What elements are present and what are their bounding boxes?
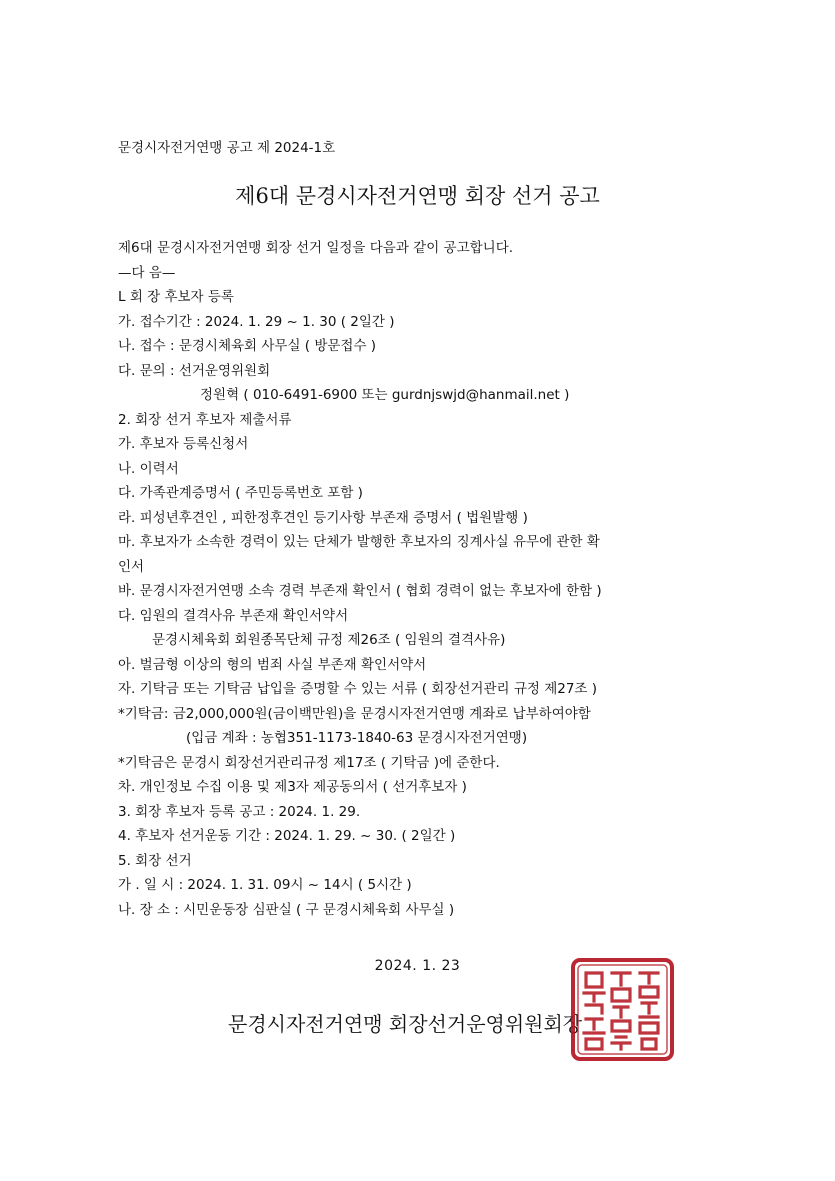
body-line: 4. 후보자 선거운동 기간 : 2024. 1. 29. ~ 30. ( 2일간 )	[118, 828, 456, 844]
body-line: 나. 장 소 : 시민운동장 심판실 ( 구 문경시체육회 사무실 )	[118, 901, 455, 918]
body-line: 나. 접수 : 문경시체육회 사무실 ( 방문접수 )	[118, 338, 377, 354]
body-line: (입금 계좌 : 농협351-1173-1840-63 문경시자전거연맹)	[186, 730, 528, 746]
body-line: L 회 장 후보자 등록	[118, 289, 234, 305]
body-line: 인서	[118, 558, 145, 575]
body-line: 가. 후보자 등록신청서	[118, 436, 249, 452]
body-line: 제6대 문경시자전거연맹 회장 선거 일정을 다음과 같이 공고합니다.	[118, 240, 514, 256]
body-line: 5. 회장 선거	[118, 852, 192, 869]
body-line: —다 음—	[118, 264, 176, 281]
body-line: *기탁금은 문경시 회장선거관리규정 제17조 ( 기탁금 )에 준한다.	[118, 754, 500, 771]
notice-date: 2024. 1. 23	[374, 958, 461, 974]
body-line: *기탁금: 금2,000,000원(금이백만원)을 문경시자전거연맹 계좌로 납부하여야함	[118, 705, 591, 722]
body-line: 가. 접수기간 : 2024. 1. 29 ~ 1. 30 ( 2일간 )	[118, 313, 395, 330]
body-line: 정원혁 ( 010-6491-6900 또는 gurdnjswjd@hanmail.net )	[200, 387, 570, 403]
body-line: 2. 회장 선거 후보자 제출서류	[118, 411, 292, 428]
body-line: 자. 기탁금 또는 기탁금 납입을 증명할 수 있는 서류 ( 회장선거관리 규정 제27조 )	[118, 681, 598, 697]
body-line: 라. 피성년후견인 , 피한정후견인 등기사항 부존재 증명서 ( 법원발행 )	[118, 509, 528, 526]
document-title: 제6대 문경시자전거연맹 회장 선거 공고	[235, 184, 600, 208]
notice-body	[118, 236, 723, 922]
body-line: 바. 문경시자전거연맹 소속 경력 부존재 확인서 ( 협회 경력이 없는 후보자에 한함 )	[118, 583, 602, 599]
body-line: 다. 가족관계증명서 ( 주민등록번호 포함 )	[118, 485, 363, 501]
body-line: 3. 회장 후보자 등록 공고 : 2024. 1. 29.	[118, 803, 361, 820]
body-line: 나. 이력서	[118, 460, 179, 477]
body-line: 마. 후보자가 소속한 경력이 있는 단체가 발행한 후보자의 징계사실 유무에 관한 확	[118, 534, 600, 550]
official-seal-stamp	[570, 957, 675, 1062]
document-number: 문경시자전거연맹 공고 제 2024-1호	[118, 140, 336, 156]
body-line: 다. 임원의 결격사유 부존재 확인서약서	[118, 607, 349, 624]
body-line: 다. 문의 : 선거운영위원회	[118, 362, 271, 379]
body-line: 아. 벌금형 이상의 형의 범죄 사실 부존재 확인서약서	[118, 656, 427, 673]
body-line: 차. 개인정보 수집 이용 및 제3자 제공동의서 ( 선거후보자 )	[118, 779, 467, 795]
body-line: 가 . 일 시 : 2024. 1. 31. 09시 ~ 14시 ( 5시간 )	[118, 877, 412, 893]
body-line: 문경시체육회 회원종목단체 규정 제26조 ( 임원의 결격사유)	[152, 632, 506, 648]
issuer-name: 문경시자전거연맹 회장선거운영위원회장	[228, 1012, 583, 1036]
